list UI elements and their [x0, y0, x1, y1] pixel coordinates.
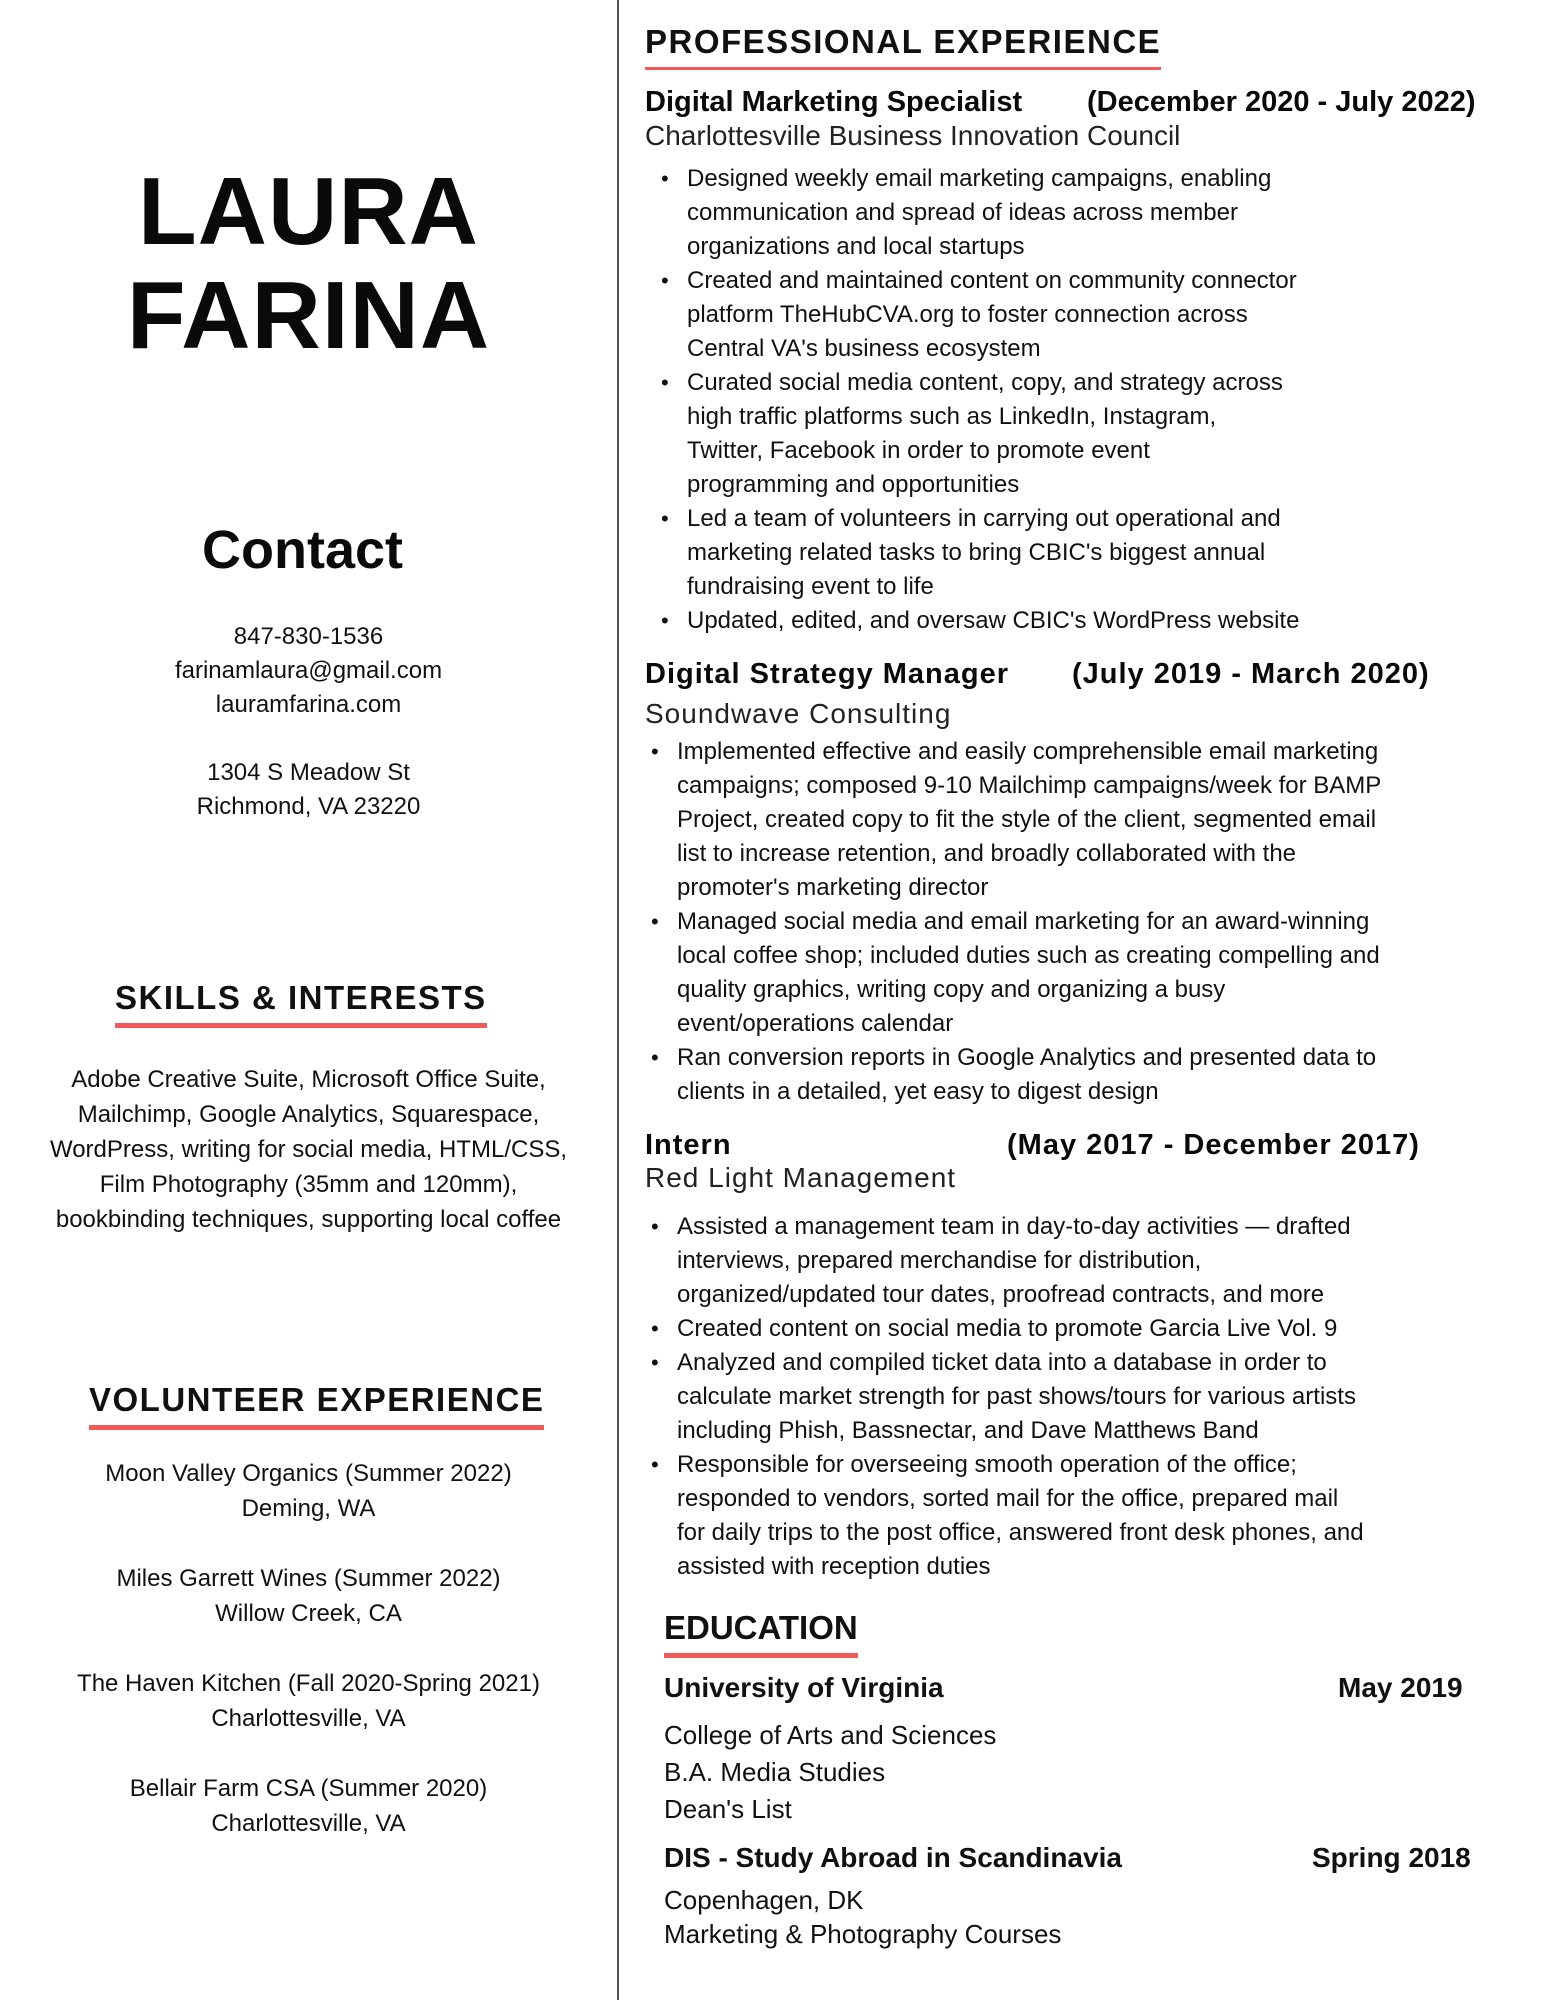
job-title: Intern — [645, 1129, 732, 1161]
job-bullet — [661, 162, 1299, 264]
bullet-line: clients in a detailed, yet easy to digest design — [677, 1078, 1159, 1105]
bullet-icon: • — [661, 166, 669, 191]
bullet-line: Assisted a management team in day-to-day activities — drafted — [677, 1213, 1351, 1240]
bullet-line: Ran conversion reports in Google Analytics and presented data to — [677, 1044, 1377, 1071]
bullet-icon: • — [661, 608, 669, 633]
volunteer-org: The Haven Kitchen (Fall 2020-Spring 2021) — [77, 1670, 540, 1697]
job-title: Digital Marketing Specialist — [645, 86, 1023, 118]
resume-name — [0, 160, 617, 368]
bullet-line: assisted with reception duties — [677, 1553, 991, 1580]
phone-number: 847-830-1536 — [233, 623, 384, 650]
school-date: Spring 2018 — [1312, 1842, 1471, 1873]
bullet-icon: • — [651, 909, 659, 934]
bullet-icon: • — [651, 1214, 659, 1239]
bullet-line: quality graphics, writing copy and organizing a busy — [677, 976, 1226, 1003]
bullet-icon: • — [651, 1452, 659, 1477]
website: lauramfarina.com — [215, 691, 402, 718]
bullet-line: marketing related tasks to bring CBIC's biggest annual — [687, 539, 1266, 566]
school-name: DIS - Study Abroad in Scandinavia — [664, 1842, 1122, 1873]
volunteer-list — [0, 1456, 617, 1876]
heading-underline — [645, 67, 1161, 70]
company-name: Red Light Management — [645, 1162, 957, 1193]
bullet-icon: • — [661, 506, 669, 531]
last-name: FARINA — [126, 262, 491, 369]
volunteer-item — [0, 1771, 617, 1841]
bullet-line: for daily trips to the post office, answered front desk phones, and — [677, 1519, 1364, 1546]
contact-heading: Contact — [202, 520, 403, 580]
skills-line: Mailchimp, Google Analytics, Squarespace, — [77, 1101, 540, 1128]
bullet-line: Twitter, Facebook in order to promote event — [687, 437, 1150, 464]
bullet-icon: • — [661, 370, 669, 395]
bullet-line: promoter's marketing director — [677, 874, 989, 901]
bullet-icon: • — [661, 268, 669, 293]
skills-line: bookbinding techniques, supporting local coffee — [55, 1206, 562, 1233]
school-detail: B.A. Media Studies — [664, 1757, 886, 1787]
job-bullet — [651, 1312, 1364, 1346]
job-dates: (July 2019 - March 2020) — [1072, 658, 1430, 690]
bullet-line: calculate market strength for past shows/tours for various artists — [677, 1383, 1356, 1410]
bullet-icon: • — [651, 1316, 659, 1341]
bullet-line: Implemented effective and easily comprehensible email marketing — [677, 738, 1379, 765]
heading-underline — [115, 1023, 487, 1028]
volunteer-location: Charlottesville, VA — [211, 1705, 406, 1732]
company-name: Soundwave Consulting — [645, 698, 952, 729]
company-name: Charlottesville Business Innovation Council — [645, 120, 1181, 151]
school-detail: Copenhagen, DK — [664, 1885, 864, 1915]
job-bullet — [651, 735, 1382, 905]
bullet-line: fundraising event to life — [687, 573, 934, 600]
skills-text — [10, 1062, 607, 1237]
bullet-icon: • — [651, 739, 659, 764]
bullet-line: Responsible for overseeing smooth operation of the office; — [677, 1451, 1297, 1478]
school-detail: Marketing & Photography Courses — [664, 1919, 1062, 1949]
bullet-line: event/operations calendar — [677, 1010, 954, 1037]
bullet-line: Curated social media content, copy, and strategy across — [687, 369, 1283, 396]
bullet-line: organized/updated tour dates, proofread contracts, and more — [677, 1281, 1325, 1308]
bullet-line: Designed weekly email marketing campaigns, enabling — [687, 165, 1272, 192]
heading-underline — [89, 1425, 544, 1430]
skills-line: Adobe Creative Suite, Microsoft Office Suite, — [71, 1066, 546, 1093]
bullet-line: platform TheHubCVA.org to foster connection across — [687, 301, 1248, 328]
volunteer-org: Moon Valley Organics (Summer 2022) — [105, 1460, 512, 1487]
job-bullet — [661, 502, 1299, 604]
education-heading: EDUCATION — [664, 1608, 858, 1648]
job-bullets — [661, 162, 1300, 638]
bullet-icon: • — [651, 1350, 659, 1375]
volunteer-org: Miles Garrett Wines (Summer 2022) — [116, 1565, 501, 1592]
job-bullet — [661, 264, 1299, 366]
bullet-line: Project, created copy to fit the style of the client, segmented email — [677, 806, 1377, 833]
column-divider — [617, 0, 619, 2000]
job-bullets — [651, 1210, 1364, 1584]
school-name: University of Virginia — [664, 1672, 944, 1703]
volunteer-org: Bellair Farm CSA (Summer 2020) — [129, 1775, 488, 1802]
bullet-line: high traffic platforms such as LinkedIn, Instagram, — [687, 403, 1217, 430]
contact-info — [0, 620, 617, 824]
volunteer-location: Deming, WA — [241, 1495, 376, 1522]
bullet-line: including Phish, Bassnectar, and Dave Matthews Band — [677, 1417, 1259, 1444]
right-column — [620, 0, 1545, 2000]
job-dates: (December 2020 - July 2022) — [1087, 86, 1476, 118]
volunteer-heading: VOLUNTEER EXPERIENCE — [89, 1380, 544, 1420]
bullet-line: campaigns; composed 9-10 Mailchimp campaigns/week for BAMP — [677, 772, 1382, 799]
bullet-line: list to increase retention, and broadly collaborated with the — [677, 840, 1297, 867]
bullet-line: Led a team of volunteers in carrying out operational and — [687, 505, 1281, 532]
school-detail: Dean's List — [664, 1794, 792, 1824]
bullet-line: Central VA's business ecosystem — [687, 335, 1041, 362]
skills-line: Film Photography (35mm and 120mm), — [99, 1171, 518, 1198]
job-bullet — [651, 905, 1381, 1041]
bullet-line: Updated, edited, and oversaw CBIC's WordPress website — [687, 607, 1300, 634]
school-details — [664, 1883, 1061, 1951]
school-detail: College of Arts and Sciences — [664, 1720, 997, 1750]
skills-line: WordPress, writing for social media, HTML/CSS, — [49, 1136, 568, 1163]
volunteer-location: Charlottesville, VA — [211, 1810, 406, 1837]
job-bullet — [651, 1041, 1381, 1109]
bullet-line: Created and maintained content on community connector — [687, 267, 1297, 294]
bullet-line: Managed social media and email marketing for an award-winning — [677, 908, 1370, 935]
skills-heading: SKILLS & INTERESTS — [115, 978, 487, 1018]
school-date: May 2019 — [1338, 1672, 1463, 1703]
email-address: farinamlaura@gmail.com — [174, 657, 443, 684]
job-bullet — [651, 1210, 1364, 1312]
volunteer-item — [0, 1561, 617, 1631]
job-dates: (May 2017 - December 2017) — [1007, 1129, 1420, 1161]
volunteer-location: Willow Creek, CA — [215, 1600, 402, 1627]
bullet-line: Created content on social media to promote Garcia Live Vol. 9 — [677, 1315, 1338, 1342]
job-bullets — [651, 735, 1382, 1109]
job-title: Digital Strategy Manager — [645, 658, 1010, 690]
experience-heading: PROFESSIONAL EXPERIENCE — [645, 22, 1161, 62]
school-details — [664, 1717, 996, 1828]
bullet-line: communication and spread of ideas across member — [687, 199, 1238, 226]
address-line-1: 1304 S Meadow St — [207, 759, 410, 786]
job-bullet — [661, 604, 1300, 638]
bullet-line: Analyzed and compiled ticket data into a database in order to — [677, 1349, 1327, 1376]
bullet-line: organizations and local startups — [687, 233, 1025, 260]
job-bullet — [661, 366, 1299, 502]
job-bullet — [651, 1346, 1364, 1448]
bullet-line: responded to vendors, sorted mail for the office, prepared mail — [677, 1485, 1339, 1512]
volunteer-item — [0, 1456, 617, 1526]
bullet-line: local coffee shop; included duties such as creating compelling and — [677, 942, 1380, 969]
heading-underline — [664, 1653, 858, 1658]
left-column — [0, 0, 617, 2000]
bullet-line: programming and opportunities — [687, 471, 1020, 498]
bullet-icon: • — [651, 1045, 659, 1070]
bullet-line: interviews, prepared merchandise for distribution, — [677, 1247, 1202, 1274]
address-line-2: Richmond, VA 23220 — [196, 793, 421, 820]
first-name: LAURA — [138, 158, 479, 265]
job-bullet — [651, 1448, 1364, 1584]
volunteer-item — [0, 1666, 617, 1736]
